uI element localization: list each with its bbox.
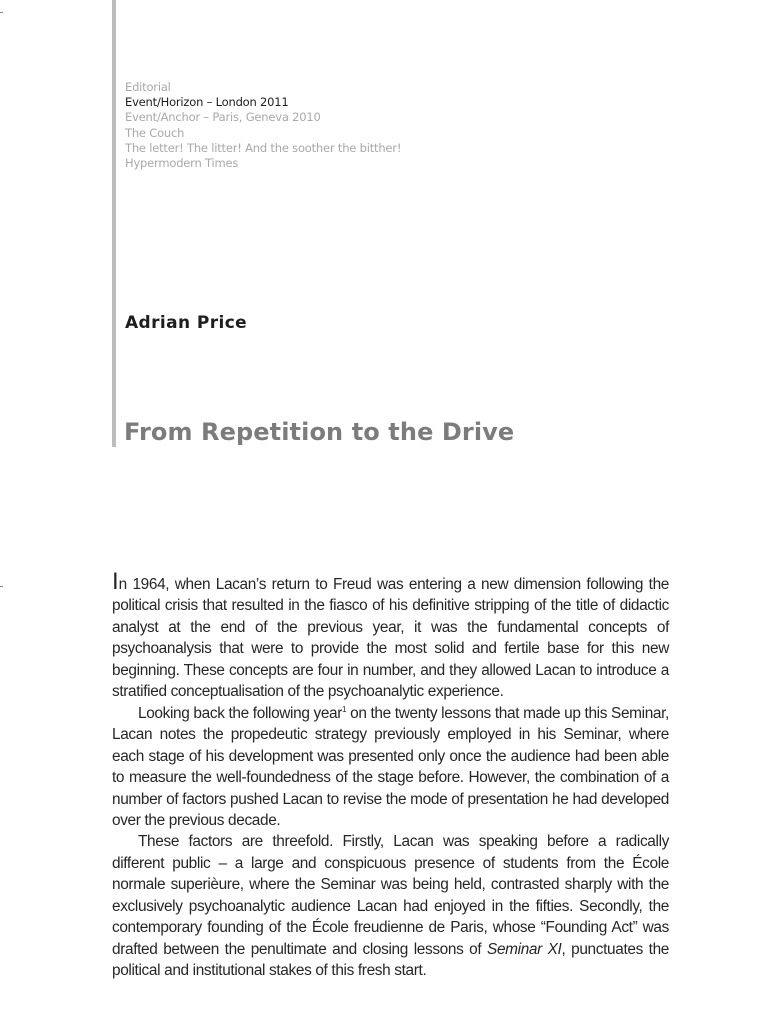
paragraph-3-text-b: , punctuates the political and institutional stakes of this fresh start. [112,940,669,980]
toc-item-editorial[interactable]: Editorial [125,80,171,94]
article-author: Adrian Price [125,313,248,333]
toc-item-event-horizon[interactable]: Event/Horizon – London 2011 [125,95,289,110]
article-title: From Repetition to the Drive [124,418,515,446]
paragraph-2 [112,703,669,832]
article-body [112,568,669,982]
seminar-title-italic: Seminar XI [487,940,562,958]
margin-rule-top [112,0,116,175]
paragraph-2-text-b: on the twenty lessons that made up this Seminar, Lacan notes the propedeutic strategy previously employed in his Seminar, where each stage of his development was presented only once the audience had been able to measure the well-foundedness of the stage before. However, the combination of a number of factors pushed Lacan to revise the mode of presentation he had developed over the previous decade. [112,704,669,829]
paragraph-1 [112,568,669,703]
margin-rule-header [112,175,116,447]
issue-contents-nav [125,80,401,171]
toc-item-hypermodern-times[interactable]: Hypermodern Times [125,156,239,171]
paragraph-3 [112,831,669,981]
crop-mark [0,12,3,13]
toc-item-the-couch[interactable]: The Couch [125,125,185,140]
crop-mark [0,586,3,587]
paragraph-1-text: n 1964, when Lacan’s return to Freud was entering a new dimension following the political crisis that resulted in the fiasco of his definitive stripping of the title of didactic analyst at the end of the previous year, it was the fundamental concepts of psychoanalysis that were to provide the most solid and fertile base for this new beginning. These concepts are four in number, and they allowed Lacan to introduce a stratified conceptualisation of the psychoanalytic experience. [112,576,669,701]
paragraph-2-text-a: Looking back the following year [138,704,343,722]
footnote-ref-1[interactable]: 1 [342,704,347,714]
toc-item-event-anchor[interactable]: Event/Anchor – Paris, Geneva 2010 [125,110,321,125]
drop-cap: I [112,568,119,595]
toc-item-the-letter[interactable]: The letter! The litter! And the soother the bitther! [125,140,402,155]
paragraph-3-text-a: These factors are threefold. Firstly, Lacan was speaking before a radically different public – a large and conspicuous presence of students from the École normale superièure, where the Seminar was being held, contrasted sharply with the exclusively psychoanalytic audience Lacan had enjoyed in the fifties. Secondly, the contemporary founding of the École freudienne de Paris, whose “Founding Act” was drafted between the penultimate and closing lessons of [112,833,669,958]
